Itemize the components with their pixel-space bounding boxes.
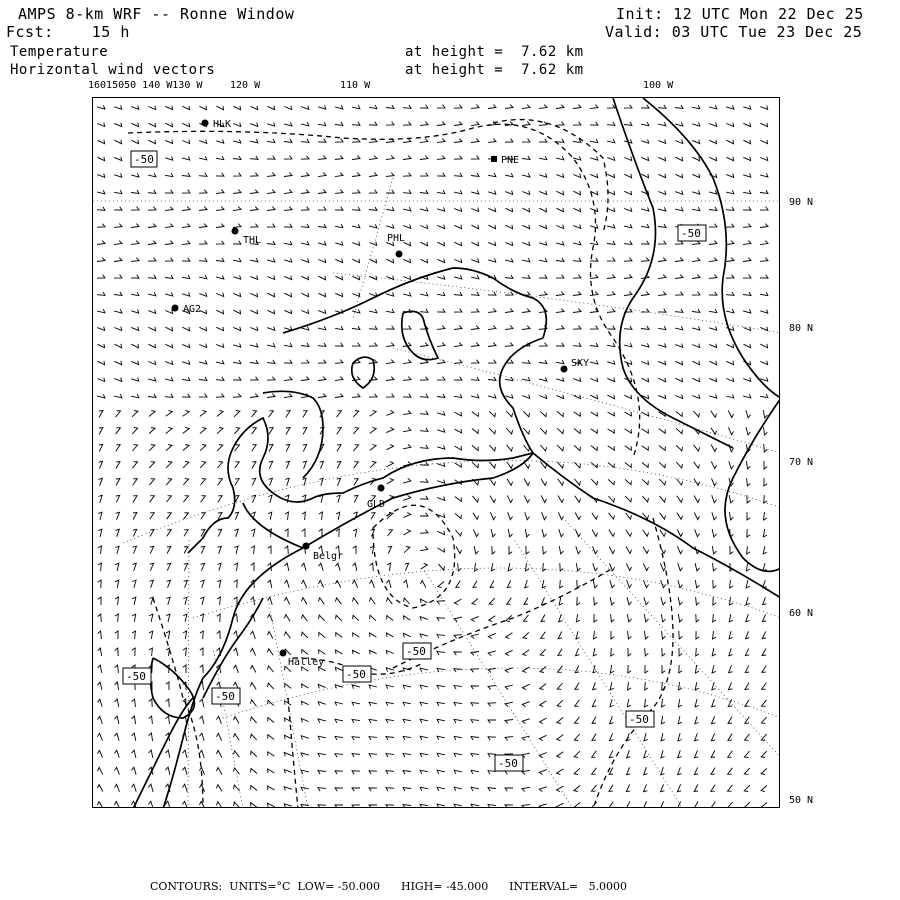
height-label-2: at height = 7.62 km — [405, 62, 584, 78]
map-canvas — [93, 98, 780, 808]
field-label-temperature: Temperature — [10, 44, 109, 60]
svg-text:-50: -50 — [681, 227, 701, 240]
contour-label — [123, 668, 151, 684]
svg-text:-50: -50 — [406, 645, 426, 658]
svg-text:-50: -50 — [629, 713, 649, 726]
station-dot-gld — [378, 485, 385, 492]
map-panel — [92, 97, 780, 808]
height-label-1: at height = 7.62 km — [405, 44, 584, 60]
station-label-ag2: AG2 — [183, 304, 202, 315]
lat-label-50n: 50 N — [789, 795, 814, 806]
station-dot-halley — [280, 650, 287, 657]
station-label-hlk: HLK — [213, 119, 232, 130]
station-dot-hlk — [202, 120, 209, 127]
lon-label-110w: 110 W — [340, 80, 371, 91]
station-dot-phl — [396, 251, 403, 258]
lat-label-90n: 90 N — [789, 197, 814, 208]
contour-label — [678, 225, 706, 241]
station-dot-ag2 — [172, 305, 179, 312]
station-label-thl: THL — [243, 235, 262, 246]
lon-label-left: 16015050 140 W130 W — [88, 80, 203, 91]
temperature-contours — [128, 120, 673, 808]
svg-text:-50: -50 — [346, 668, 366, 681]
contour-label — [131, 151, 157, 167]
svg-text:-50: -50 — [498, 757, 518, 770]
station-label-phl: PHL — [387, 233, 406, 244]
contour-label — [212, 688, 240, 704]
station-dot-thl — [232, 228, 239, 235]
svg-text:-50: -50 — [134, 153, 154, 166]
svg-text:-50: -50 — [126, 670, 146, 683]
station-dot-sky — [561, 366, 568, 373]
forecast-hour: Fcst: 15 h — [6, 23, 130, 41]
lon-label-120w: 120 W — [230, 80, 261, 91]
station-label-pne: PNE — [501, 155, 520, 166]
contour-info-footer: CONTOURS: UNITS=°C LOW= -50.000 HIGH= -45.000 INTERVAL= 5.0000 — [150, 880, 628, 893]
map-title: AMPS 8-km WRF -- Ronne Window — [18, 5, 295, 23]
contour-label — [343, 666, 371, 682]
wind-vectors — [97, 105, 768, 808]
station-dot-belgr — [303, 543, 310, 550]
svg-text:-50: -50 — [215, 690, 235, 703]
field-label-wind: Horizontal wind vectors — [10, 62, 216, 78]
station-label-belgr: Belgr — [313, 551, 344, 562]
contour-label — [403, 643, 431, 659]
contour-label — [626, 711, 654, 727]
wind-barb-field — [97, 105, 768, 808]
station-label-halley: Halley — [288, 657, 325, 668]
lon-label-100w: 100 W — [643, 80, 674, 91]
station-markers — [172, 119, 590, 668]
station-label-sky: SKY — [571, 358, 590, 369]
lat-label-60n: 60 N — [789, 608, 814, 619]
lat-label-80n: 80 N — [789, 323, 814, 334]
lat-label-70n: 70 N — [789, 457, 814, 468]
init-time: Init: 12 UTC Mon 22 Dec 25 — [616, 5, 864, 23]
valid-time: Valid: 03 UTC Tue 23 Dec 25 — [605, 23, 863, 41]
contour-label — [495, 755, 523, 771]
station-dot-pne — [491, 156, 497, 162]
station-label-gld: GLD — [367, 499, 386, 510]
